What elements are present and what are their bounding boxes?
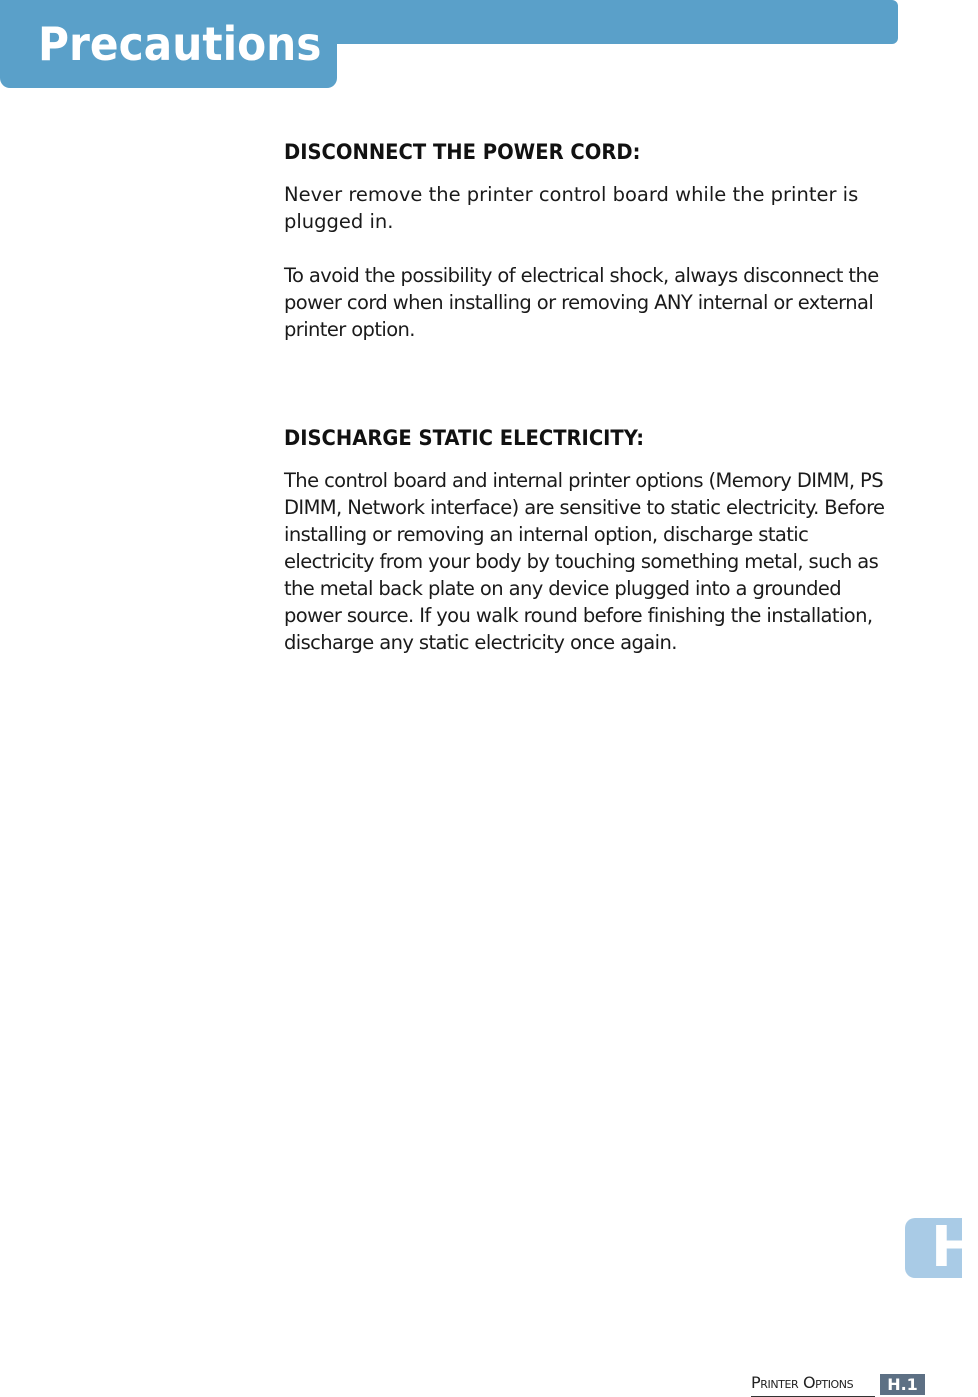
section-discharge-static (284, 424, 896, 656)
section-paragraph: Never remove the printer control board while the printer is plugged in. (284, 183, 859, 233)
page-title: Precautions (38, 17, 322, 71)
chapter-side-tab (905, 1215, 978, 1280)
section-disconnect-power-cord (284, 138, 896, 343)
section-heading: DISCHARGE STATIC ELECTRICITY: (284, 426, 645, 450)
section-paragraph: The control board and internal printer options (Memory DIMM, PS DIMM, Network interface) are sensitive to static electricity. Before installing or removing an internal option, discharge static electricity from your body by touching something metal, such as the metal back plate on any device plugged into a grounded power source. If you walk round before finishing the installation, discharge any static electricity once again. (284, 469, 885, 654)
page-number-badge: H.1 (880, 1374, 925, 1395)
section-heading: DISCONNECT THE POWER CORD: (284, 140, 641, 164)
section-paragraph: To avoid the possibility of electrical shock, always disconnect the power cord when installing or removing ANY internal or external printer option. (284, 264, 879, 341)
footer-section-label: Printer Options (751, 1372, 875, 1397)
chapter-letter: H (931, 1215, 978, 1280)
